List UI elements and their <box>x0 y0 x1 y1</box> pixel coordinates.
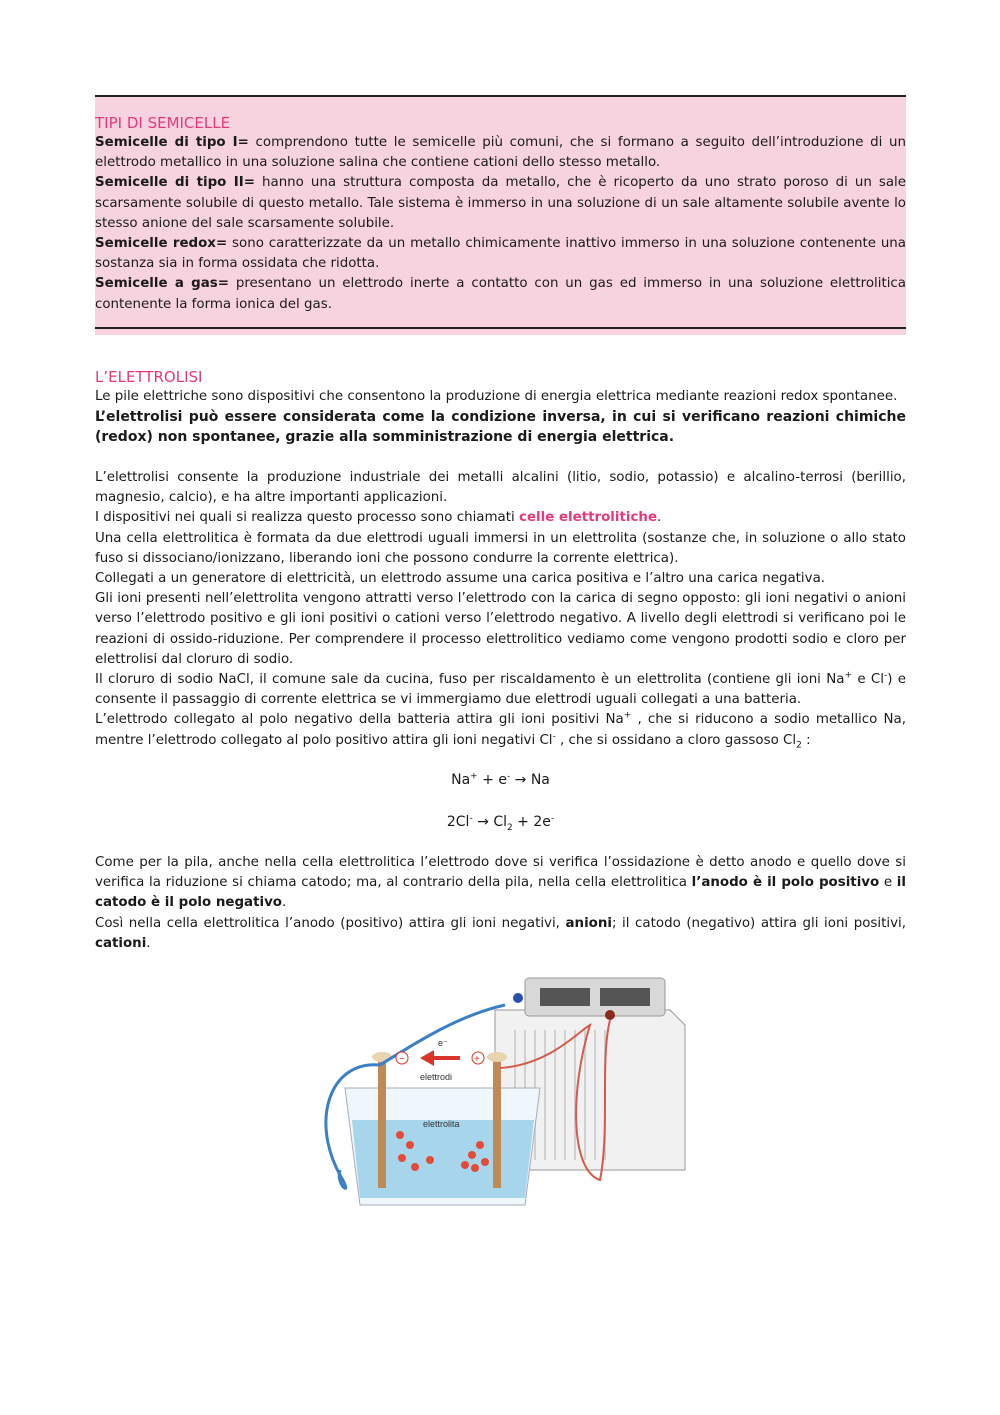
semicelle-heading: TIPI DI SEMICELLE <box>95 114 231 132</box>
equation-text: Na <box>451 772 471 788</box>
electron-label: e⁻ <box>438 1038 448 1048</box>
paragraph-text: . <box>146 935 151 951</box>
semicelle-term: Semicelle redox= <box>95 236 228 252</box>
plus-sign: + <box>474 1054 480 1065</box>
paragraph-ioni: Gli ioni presenti nell’elettrolita vengono attratti verso l’elettrodo con la carica di segno opposto: gli ioni negativi o anioni verso l’elettrodo positivo e gli ioni positivi o cationi verso l’elettrodo negativo. A livello degli elettrodi si verificano poi le reazioni di ossido-riduzione. Per comprendere il processo elettrolitico vediamo come vengono prodotti sodio e cloro per elettrolisi dal cloruro di sodio. <box>95 591 906 667</box>
paragraph-cella: Una cella elettrolitica è formata da due elettrodi uguali immersi in un elettrolita (sostanze che, in soluzione o allo stato fuso si dissociano/ionizzano, liberando ioni che possono condurre la corrente elettrica). <box>95 530 906 566</box>
paragraph-text: . <box>282 895 287 911</box>
paragraph-anodo-catodo <box>95 853 906 914</box>
equation-text: → Cl <box>472 814 507 830</box>
semicelle-term: Semicelle di tipo II= <box>95 175 255 191</box>
bold-text: il catodo è il polo negativo <box>95 875 906 911</box>
semicelle-text: presentano un elettrodo inerte a contatto con un gas ed immerso in una soluzione elettrolitica contenente la forma ionica del gas. <box>95 276 906 312</box>
paragraph-text: , che si ossidano a cloro gassoso Cl <box>555 732 797 748</box>
paragraph-anioni-cationi <box>95 914 906 954</box>
superscript: + <box>623 710 632 721</box>
elettrolisi-conclusion <box>95 853 906 954</box>
equation-reduction <box>95 770 906 790</box>
paragraph-text: . <box>657 510 662 526</box>
bold-text: l’anodo è il polo positivo <box>691 875 880 891</box>
semicelle-term: Semicelle a gas= <box>95 276 229 292</box>
semicelle-text: comprendono tutte le semicelle più comuni, che si formano a seguito dell’introduzione di un elettrodo metallico in una soluzione salina che contiene cationi dello stesso metallo. <box>95 135 906 171</box>
semicelle-text: sono caratterizzate da un metallo chimicamente inattivo immerso in una soluzione contenente una sostanza sia in forma ossidata che ridotta. <box>95 236 906 272</box>
equation-text: + e <box>477 772 507 788</box>
elettrodi-label: elettrodi <box>420 1072 453 1082</box>
beaker <box>345 1088 540 1205</box>
paragraph-text: Così nella cella elettrolitica l’anodo (positivo) attira gli ioni negativi, <box>95 915 566 931</box>
paragraph-text: I dispositivi nei quali si realizza questo processo sono chiamati <box>95 510 519 526</box>
subscript: 2 <box>506 822 513 833</box>
subscript: 2 <box>796 740 802 751</box>
elettrolisi-heading: L’ELETTROLISI <box>95 368 203 386</box>
paragraph-elettrodo <box>95 710 906 750</box>
paragraph-nacl <box>95 670 906 710</box>
bold-text: anioni <box>565 915 612 931</box>
superscript: + <box>844 670 852 681</box>
equation <box>95 770 906 790</box>
elettrolisi-body <box>95 468 906 751</box>
superscript: + <box>470 771 478 782</box>
paragraph-text: L’elettrodo collegato al polo negativo della batteria attira gli ioni positivi Na <box>95 712 624 728</box>
elettrolita-label: elettrolita <box>423 1119 460 1129</box>
paragraph-text: Come per la pila, anche nella cella elettrolitica l’elettrodo dove si verifica l’ossidazione è detto anodo e quello dove si verifica la riduzione si chiama catodo; ma, al contrario della pila, nella cella elettrolitica <box>95 855 906 891</box>
semicelle-term: Semicelle di tipo I= <box>95 135 249 150</box>
equation-text: + 2e <box>512 814 551 830</box>
paragraph-text: ) e consente il passaggio di corrente elettrica se vi immergiamo due elettrodi uguali collegati a una batteria. <box>95 672 906 708</box>
elettrolisi-section <box>95 367 906 448</box>
paragraph-text: Il cloruro di sodio NaCl, il comune sale da cucina, fuso per riscaldamento è un elettrolita (contiene gli ioni Na <box>95 672 845 688</box>
highlight-term: celle elettrolitiche <box>519 510 658 526</box>
semicelle-item <box>95 173 906 234</box>
superscript: - <box>552 731 556 742</box>
superscript: - <box>469 813 473 824</box>
elettrolisi-intro-bold: L’elettrolisi può essere considerata come la condizione inversa, in cui si verificano reazioni chimiche (redox) non spontanee, grazie alla somministrazione di energia elettrica. <box>95 409 906 446</box>
paragraph-text: e <box>879 875 897 891</box>
paragraph-metals: L’elettrolisi consente la produzione industriale dei metalli alcalini (litio, sodio, potassio) e alcalino-terrosi (berillio, magnesio, calcio), e ha altre importanti applicazioni. <box>95 470 906 506</box>
paragraph-text: , che si riducono a sodio metallico Na, mentre l’elettrodo collegato al polo positivo attira gli ioni negativi Cl <box>95 712 906 748</box>
paragraph-text: : <box>801 732 811 748</box>
paragraph-text: e Cl <box>852 672 884 688</box>
equation-text: → Na <box>510 772 550 788</box>
electron-arrow <box>420 1050 460 1066</box>
elettrolisi-intro: Le pile elettriche sono dispositivi che consentono la produzione di energia elettrica mediante reazioni redox spontanee. <box>95 389 898 404</box>
semicelle-item <box>95 274 906 314</box>
minus-sign: − <box>399 1054 405 1065</box>
semicelle-box-divider <box>95 327 906 329</box>
superscript: - <box>883 670 888 681</box>
paragraph-celle <box>95 508 906 528</box>
equation-text: 2Cl <box>446 814 470 830</box>
paragraph-generatore: Collegati a un generatore di elettricità, un elettrodo assume una carica positiva e l’altro una carica negativa. <box>95 571 826 587</box>
superscript: - <box>506 771 511 782</box>
semicelle-content <box>95 97 906 315</box>
semicelle-item <box>95 234 906 274</box>
electrolytic-cell-figure <box>300 970 700 1210</box>
semicelle-box <box>95 95 906 335</box>
superscript: - <box>550 813 555 824</box>
bold-text: cationi <box>95 935 147 951</box>
equation-oxidation <box>95 812 906 832</box>
paragraph-text: ; il catodo (negativo) attira gli ioni positivi, <box>611 915 906 931</box>
equation <box>95 812 906 832</box>
semicelle-text: hanno una struttura composta da metallo, che è ricoperto da uno strato poroso di un sale scarsamente solubile di questo metallo. Tale sistema è immerso in una soluzione di un sale altamente solubile avente lo stesso anione del sale scarsamente solubile. <box>95 175 907 231</box>
semicelle-item <box>95 133 906 173</box>
